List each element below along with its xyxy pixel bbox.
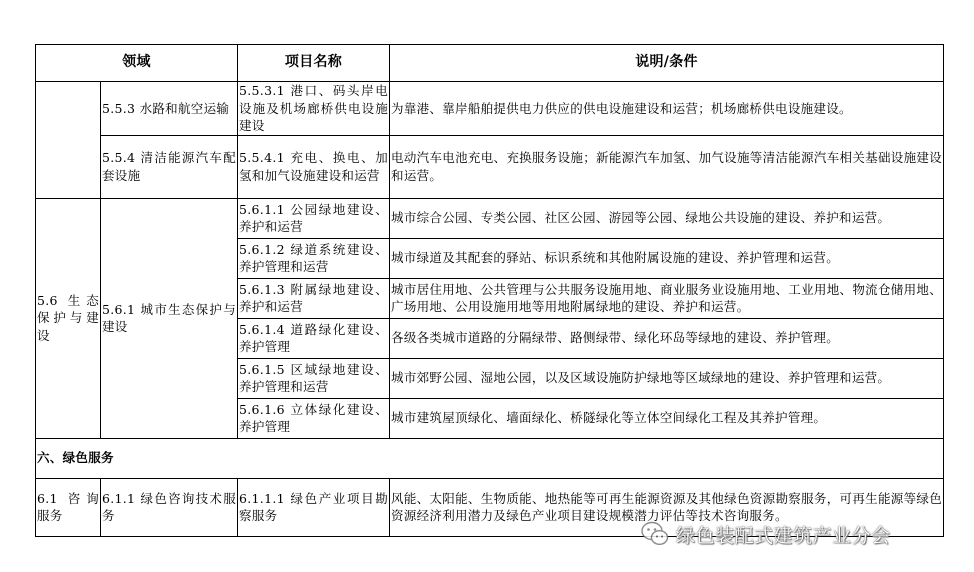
description-cell: 城市建筑屋顶绿化、墙面绿化、桥隧绿化等立体空间绿化工程及其养护管理。 — [390, 398, 944, 438]
wechat-icon — [640, 519, 670, 549]
subdomain-cell: 5.5.3 水路和航空运输 — [101, 82, 238, 136]
description-cell: 为靠港、靠岸船舶提供电力供应的供电设施建设和运营；机场廊桥供电设施建设。 — [390, 82, 944, 136]
description-cell: 风能、太阳能、生物质能、地热能等可再生能源资源及其他绿色资源勘察服务，可再生能源等绿色资源经济利用潜力及绿色产业项目建设规模潜力评估等技术咨询服务。 — [390, 478, 944, 536]
header-domain: 领域 — [36, 45, 238, 82]
chapter-row — [36, 438, 944, 478]
header-project-name: 项目名称 — [238, 45, 390, 82]
subdomain-cell: 5.5.4 清洁能源汽车配套设施 — [101, 135, 238, 198]
domain-cell-5-5 — [36, 82, 101, 199]
project-cell: 5.6.1.6 立体绿化建设、养护管理 — [238, 398, 390, 438]
description-cell: 各级各类城市道路的分隔绿带、路侧绿带、绿化环岛等绿地的建设、养护管理。 — [390, 318, 944, 358]
table-header-row — [36, 45, 944, 82]
watermark-text: 绿色装配式建筑产业分会 — [676, 524, 891, 547]
watermark — [640, 517, 891, 551]
header-description: 说明/条件 — [390, 45, 944, 82]
domain-cell: 5.6 生态保护与建设 — [36, 198, 101, 438]
project-cell: 5.6.1.4 道路绿化建设、养护管理 — [238, 318, 390, 358]
project-cell: 5.6.1.2 绿道系统建设、养护管理和运营 — [238, 238, 390, 278]
description-cell: 电动汽车电池充电、充换服务设施；新能源汽车加氢、加气设施等清洁能源汽车相关基础设施建设和运营。 — [390, 135, 944, 198]
chapter-title: 六、绿色服务 — [36, 438, 944, 478]
project-cell: 5.6.1.5 区域绿地建设、养护管理和运营 — [238, 358, 390, 398]
project-cell: 5.5.3.1 港口、码头岸电设施及机场廊桥供电设施建设 — [239, 83, 389, 133]
table-row — [36, 82, 944, 136]
classification-table — [35, 44, 944, 537]
subdomain-cell: 5.6.1 城市生态保护与建设 — [101, 198, 238, 438]
project-cell: 5.5.4.1 充电、换电、加氢和加气设施建设和运营 — [238, 135, 390, 198]
description-cell: 城市绿道及其配套的驿站、标识系统和其他附属设施的建设、养护管理和运营。 — [390, 238, 944, 278]
domain-cell: 6.1 咨询服务 — [36, 478, 101, 536]
subdomain-cell: 6.1.1 绿色咨询技术服务 — [101, 478, 238, 536]
description-cell: 城市居住用地、公共管理与公共服务设施用地、商业服务业设施用地、工业用地、物流仓储用地、广场用地、公用设施用地等用地附属绿地的建设、养护和运营。 — [390, 278, 944, 318]
project-cell: 5.6.1.3 附属绿地建设、养护和运营 — [238, 278, 390, 318]
description-cell: 城市综合公园、专类公园、社区公园、游园等公园、绿地公共设施的建设、养护和运营。 — [390, 198, 944, 238]
description-cell: 城市郊野公园、湿地公园，以及区域设施防护绿地等区域绿地的建设、养护管理和运营。 — [390, 358, 944, 398]
project-cell: 6.1.1.1 绿色产业项目勘察服务 — [238, 478, 390, 536]
table-row — [36, 198, 944, 238]
project-cell: 5.6.1.1 公园绿地建设、养护和运营 — [238, 198, 390, 238]
table-row — [36, 135, 944, 198]
